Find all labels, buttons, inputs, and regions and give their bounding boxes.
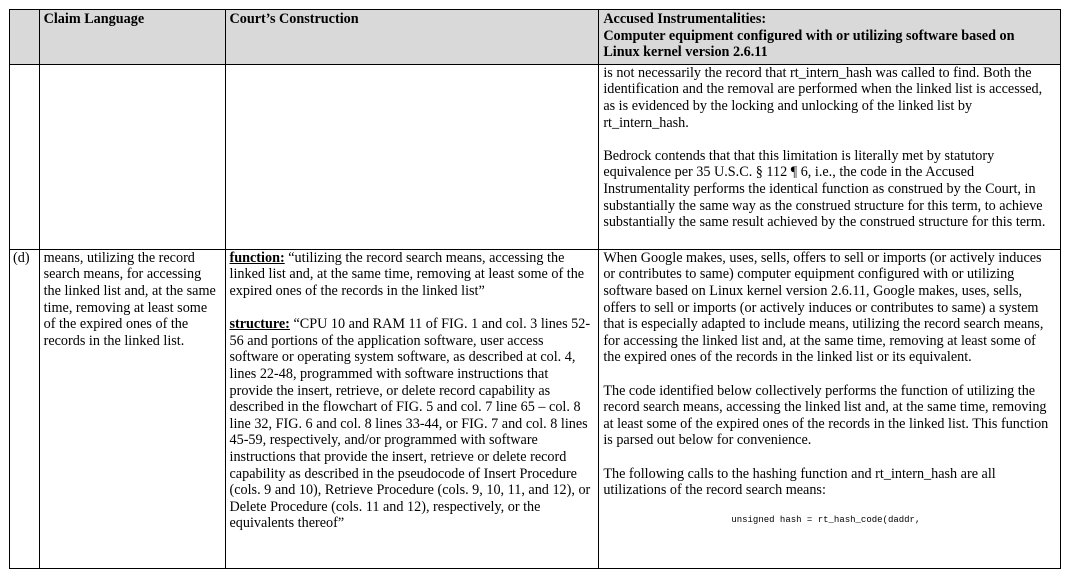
table-row-continued [10,64,1061,249]
header-accused-instrumentalities [599,10,1061,65]
header-row [10,10,1061,65]
structure-label: structure: [229,316,290,333]
cell-accused-instrumentalities [599,64,1061,249]
structure-paragraph [230,316,595,532]
table-body [10,64,1061,568]
claim-chart-table [9,9,1061,569]
structure-text: “CPU 10 and RAM 11 of FIG. 1 and col. 3 lines 52-56 and portions of the application software, user access software or operating system software, as described at col. 4, lines 22-48, programmed with software instructions that provide the insert, retrieve, or delete record capability as described in the flowchart of FIG. 5 and col. 7 line 65 – col. 8 line 32, FIG. 6 and col. 8 lines 33-44, or FIG. 7 and col. 8 lines 45-59, respectively, and/or programmed with software instructions that provide the insert, retrieve or delete record capability as described in the pseudocode of Insert Procedure (cols. 9 and 10), Retrieve Procedure (cols. 9, 10, 11, and 12), or Delete Procedure (cols. 11 and 12), respectively, or the equivalents thereof” [229,316,591,532]
header-accused-line-2: Computer equipment configured with or utilizing software based on [603,27,1015,44]
accused-paragraph: is not necessarily the record that rt_intern_hash was called to find. Both the identification and the removal are performed when the linked list is accessed, as is evidenced by the locking and unlocking of the linked list by rt_intern_hash. [603,64,1043,131]
header-courts-construction: Court’s Construction [225,10,599,65]
cell-claim-language [39,64,225,249]
cell-number [10,64,40,249]
header-accused-line-1: Accused Instrumentalities: [603,11,767,27]
cell-claim-language: means, utilizing the record search means, for accessing the linked list and, at the same time, removing at least some of the expired ones of the records in the linked list. [39,249,225,568]
accused-paragraph: The code identified below collectively performs the function of utilizing the record search means, accessing the linked list and, at the same time, removing at least some of the expired ones of the records in the linked list. This function is parsed out below for convenience. [603,382,1049,449]
cell-courts-construction [225,64,599,249]
header-accused-line-3: Linux kernel version 2.6.11 [603,44,768,61]
cell-courts-construction [225,249,599,568]
function-paragraph [230,250,595,300]
table-row-d [10,249,1061,568]
function-label: function: [229,249,285,266]
cell-accused-instrumentalities [599,249,1061,568]
function-text: “utilizing the record search means, accessing the linked list and, at the same time, removing at least some of the expired ones of the records in the linked list” [229,249,585,299]
accused-paragraph: Bedrock contends that that this limitation is literally met by statutory equivalence per 35 U.S.C. § 112 ¶ 6, i.e., the code in the Accused Instrumentality performs the identical function as construed by the Court, in substantially the same way as the construed structure for this term, to achieve substantially the same result achieved by the construed structure for this term. [603,147,1046,231]
accused-paragraph: When Google makes, uses, sells, offers to sell or imports (or actively induces or contributes to same) computer equipment configured with or utilizing software based on Linux kernel version 2.6.11, Google makes, uses, sells, offers to sell or imports (or actively induces or contributes to same) a system that is especially adapted to include means, utilizing the record search means, for accessing the linked list and, at the same time, removing at least some of the expired ones of the records in the linked list or its equivalent. [603,249,1044,366]
cell-number: (d) [10,249,40,568]
accused-paragraph: The following calls to the hashing function and rt_intern_hash are all utilizations of the record search means: [603,465,996,499]
table-header [10,10,1061,65]
header-number [10,10,40,65]
header-claim-language: Claim Language [39,10,225,65]
code-snippet: unsigned hash = rt_hash_code(daddr, [731,515,921,526]
